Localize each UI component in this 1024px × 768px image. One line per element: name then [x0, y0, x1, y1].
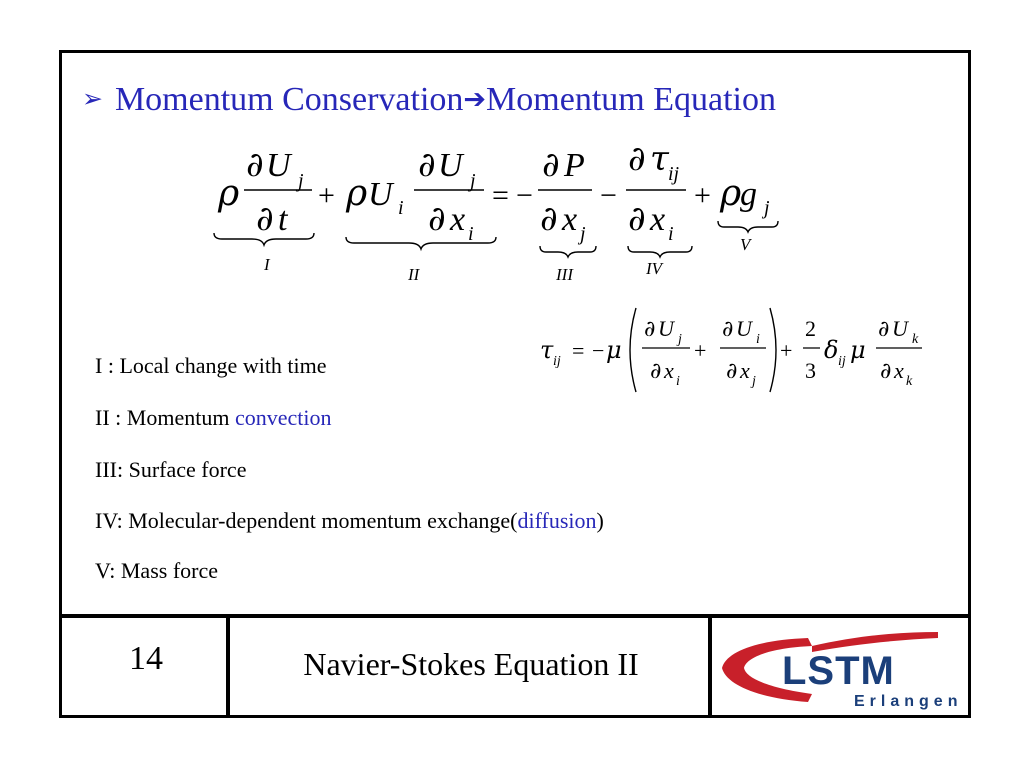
svg-text:U: U — [658, 316, 674, 341]
term-item — [95, 558, 218, 584]
svg-text:j: j — [678, 332, 682, 347]
svg-text:δ: δ — [824, 336, 839, 364]
svg-text:k: k — [906, 374, 913, 389]
svg-text:−: − — [516, 179, 533, 212]
svg-text:i: i — [756, 332, 760, 347]
svg-text:+: + — [694, 179, 711, 212]
svg-text:U: U — [266, 147, 291, 184]
svg-text:U: U — [736, 316, 752, 341]
logo-sub-text: Erlangen — [854, 693, 963, 710]
svg-text:ij: ij — [838, 354, 846, 369]
svg-text:∂: ∂ — [722, 317, 734, 342]
svg-text:x: x — [740, 358, 750, 383]
svg-text:+: + — [318, 179, 335, 212]
svg-text:+: + — [780, 338, 793, 363]
svg-text:x: x — [562, 201, 578, 238]
svg-text:∂: ∂ — [628, 139, 646, 179]
svg-text:∂: ∂ — [726, 359, 738, 384]
page-number: 14 — [129, 640, 163, 677]
momentum-equation — [214, 139, 778, 284]
svg-text:x: x — [664, 358, 674, 383]
term-item — [95, 508, 604, 534]
svg-text:k: k — [912, 332, 919, 347]
svg-text:∂: ∂ — [878, 317, 890, 342]
term-highlight: diffusion — [517, 508, 597, 533]
footer-title: Navier-Stokes Equation II — [303, 646, 639, 682]
svg-text:2: 2 — [805, 316, 816, 341]
term-item — [95, 353, 327, 379]
svg-text:∂: ∂ — [428, 199, 446, 239]
svg-text:∂: ∂ — [628, 199, 646, 239]
svg-text:−: − — [592, 338, 605, 363]
term-item — [95, 457, 246, 483]
svg-text:∂: ∂ — [246, 145, 264, 185]
svg-text:U: U — [368, 176, 393, 213]
bullet-arrow-icon: ➢ — [82, 84, 103, 113]
svg-text:∂: ∂ — [256, 199, 274, 239]
svg-text:=: = — [492, 179, 509, 212]
svg-text:ij: ij — [553, 354, 561, 369]
right-arrow-icon: ➔ — [463, 84, 487, 115]
term-label-ii: II — [408, 265, 420, 284]
svg-text:=: = — [572, 338, 585, 363]
svg-text:ρ: ρ — [346, 173, 368, 214]
svg-text:j: j — [752, 374, 756, 389]
term-text: V: Mass force — [95, 558, 218, 583]
svg-text:τ: τ — [540, 336, 554, 364]
term-text: II : Momentum — [95, 405, 235, 430]
svg-text:g: g — [740, 176, 757, 213]
svg-text:P: P — [564, 147, 585, 184]
term-label-v: V — [740, 235, 751, 254]
svg-text:i: i — [668, 223, 674, 245]
term-item — [95, 405, 331, 431]
svg-text:ρ: ρ — [218, 173, 240, 214]
svg-text:U: U — [892, 316, 908, 341]
svg-text:x: x — [894, 358, 904, 383]
svg-text:ij: ij — [668, 163, 680, 185]
heading-part-2: Momentum Equation — [486, 81, 776, 118]
logo-main-text: LSTM — [782, 649, 895, 693]
svg-text:+: + — [694, 338, 707, 363]
svg-text:τ: τ — [650, 139, 669, 179]
svg-text:U: U — [438, 147, 463, 184]
term-label-i: I — [264, 255, 270, 274]
svg-text:ρ: ρ — [720, 173, 742, 214]
svg-text:3: 3 — [805, 358, 816, 383]
svg-text:i: i — [398, 197, 404, 219]
svg-text:∂: ∂ — [644, 317, 656, 342]
svg-text:∂: ∂ — [540, 199, 558, 239]
svg-text:∂: ∂ — [418, 145, 436, 185]
svg-text:μ: μ — [850, 336, 866, 364]
svg-text:−: − — [600, 179, 617, 212]
svg-text:i: i — [676, 374, 680, 389]
heading-part-1: Momentum Conservation — [114, 81, 464, 118]
svg-text:j: j — [298, 170, 304, 192]
svg-text:x: x — [650, 201, 666, 238]
svg-text:j: j — [764, 197, 770, 219]
svg-text:t: t — [278, 201, 288, 238]
term-text: IV: Molecular-dependent momentum exchange( — [95, 508, 518, 533]
term-text: III: Surface force — [95, 457, 247, 482]
svg-text:j: j — [470, 170, 476, 192]
term-label-iii: III — [556, 265, 573, 284]
term-suffix: ) — [596, 508, 604, 533]
lstm-erlangen-logo — [716, 622, 970, 714]
svg-text:x: x — [450, 201, 466, 238]
stress-tensor-equation — [540, 308, 922, 392]
svg-text:i: i — [468, 223, 474, 245]
svg-text:∂: ∂ — [880, 359, 892, 384]
svg-text:∂: ∂ — [542, 145, 560, 185]
svg-text:μ: μ — [606, 336, 622, 364]
svg-text:∂: ∂ — [650, 359, 662, 384]
term-highlight: convection — [234, 405, 332, 430]
svg-text:j: j — [580, 223, 586, 245]
term-label-iv: IV — [646, 259, 663, 278]
term-text: I : Local change with time — [95, 353, 327, 378]
